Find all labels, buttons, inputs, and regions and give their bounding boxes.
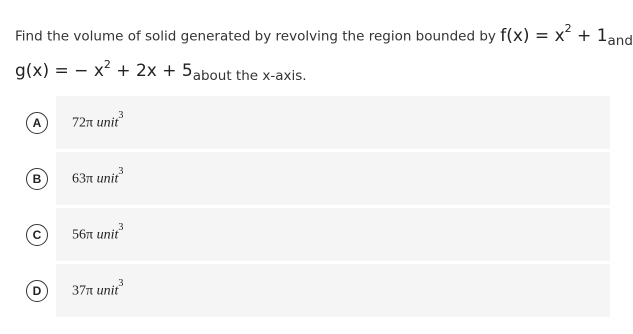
option-background [56,208,610,261]
option-answer: 72π unit$^3$ [72,110,124,131]
answer-options [26,96,610,320]
option-letter-badge[interactable]: D [26,280,48,302]
option-background [56,264,610,317]
option-answer: 63π unit$^3$ [72,166,124,187]
option-d[interactable] [26,264,610,317]
question-suffix: about the x-axis. [192,68,307,85]
function-g: g(x) = − $x^2 + 2x + 5$ [15,57,193,82]
option-letter-badge[interactable]: C [26,224,48,246]
function-f: $f(x) = x^2 + 1$ [500,22,608,46]
question-text [15,16,633,87]
option-letter-badge[interactable]: B [26,168,48,190]
question-prefix: Find the volume of solid generated by revolving the region bounded by [15,28,496,45]
option-letter-badge[interactable]: A [26,112,48,134]
option-c[interactable] [26,208,610,261]
option-answer: 56π unit$^3$ [72,222,124,243]
option-b[interactable] [26,152,610,205]
question-line-1 [15,16,633,52]
option-background [56,96,610,149]
question-and: and [607,32,633,49]
option-a[interactable] [26,96,610,149]
option-answer: 37π unit$^3$ [72,278,124,299]
question-line-2 [15,52,615,88]
option-background [56,152,610,205]
